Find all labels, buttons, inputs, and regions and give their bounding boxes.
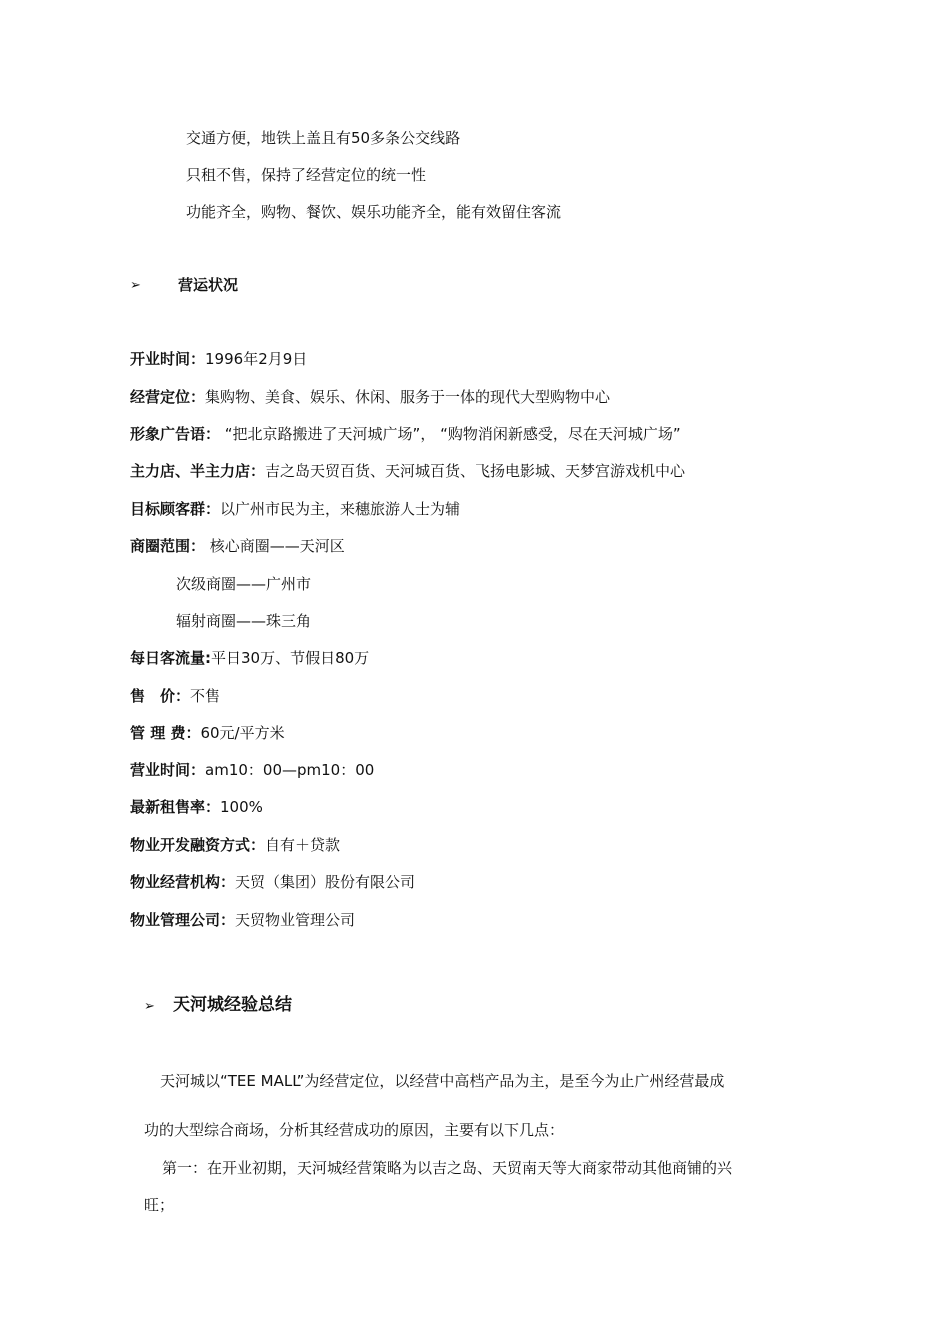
paragraph-line: 第一：在开业初期，天河城经营策略为以吉之岛、天贸南天等大商家带动其他商铺的兴 xyxy=(162,1159,733,1177)
fact-label: 售 价： xyxy=(130,687,191,705)
fact-label: 主力店、半主力店： xyxy=(130,462,266,480)
fact-label: 形象广告语： xyxy=(130,425,221,443)
section-heading-operations: 营运状况 xyxy=(178,276,239,294)
fact-label: 营业时间： xyxy=(130,761,206,779)
fact-label: 目标顾客群： xyxy=(130,500,221,518)
fact-row xyxy=(130,424,681,444)
paragraph-line: 天河城以“TEE MALL”为经营定位，以经营中高档产品为主，是至今为止广州经营最成 xyxy=(160,1072,725,1090)
fact-value: 不售 xyxy=(190,687,221,705)
fact-label: 商圈范围： xyxy=(130,537,206,555)
fact-row xyxy=(176,611,311,631)
fact-label: 物业开发融资方式： xyxy=(130,836,266,854)
fact-row xyxy=(130,461,685,481)
fact-label: 最新租售率： xyxy=(130,798,221,816)
bullet-arrow-icon: ➢ xyxy=(130,278,141,293)
fact-value: 天贸（集团）股份有限公司 xyxy=(235,873,416,891)
paragraph-line: 旺； xyxy=(144,1196,175,1214)
fact-label: 管 理 费： xyxy=(130,724,201,742)
fact-value: 1996年2月9日 xyxy=(205,350,308,368)
fact-label: 物业经营机构： xyxy=(130,873,236,891)
fact-row xyxy=(130,499,460,519)
fact-value: 天贸物业管理公司 xyxy=(235,911,356,929)
fact-label: 经营定位： xyxy=(130,388,206,406)
fact-row xyxy=(130,872,415,892)
fact-label: 开业时间： xyxy=(130,350,206,368)
fact-row xyxy=(130,723,285,743)
fact-value: 吉之岛天贸百货、天河城百货、飞扬电影城、天梦宫游戏机中心 xyxy=(265,462,686,480)
fact-row xyxy=(176,574,311,594)
fact-row xyxy=(130,387,610,407)
fact-value: 60元/平方米 xyxy=(200,724,285,742)
paragraph-line: 功的大型综合商场，分析其经营成功的原因，主要有以下几点： xyxy=(144,1121,565,1139)
fact-value: “把北京路搬进了天河城广场”， “购物消闲新感受，尽在天河城广场” xyxy=(220,425,681,443)
fact-value: 平日30万、节假日80万 xyxy=(211,649,370,667)
fact-label: 每日客流量: xyxy=(130,649,211,667)
intro-point: 只租不售，保持了经营定位的统一性 xyxy=(186,166,427,184)
fact-value: 核心商圈——天河区 xyxy=(205,537,345,555)
fact-value: 自有＋贷款 xyxy=(265,836,341,854)
fact-value: 次级商圈——广州市 xyxy=(176,575,312,593)
bullet-arrow-icon: ➢ xyxy=(144,999,155,1014)
fact-row xyxy=(130,797,263,817)
fact-value: 100% xyxy=(220,798,263,816)
fact-row xyxy=(130,536,345,556)
fact-label: 物业管理公司： xyxy=(130,911,236,929)
fact-row xyxy=(130,760,374,780)
fact-row xyxy=(130,835,340,855)
fact-value: 辐射商圈——珠三角 xyxy=(176,612,312,630)
intro-point: 功能齐全，购物、餐饮、娱乐功能齐全，能有效留住客流 xyxy=(186,203,562,221)
fact-value: 以广州市民为主，来穗旅游人士为辅 xyxy=(220,500,461,518)
intro-point: 交通方便，地铁上盖且有50多条公交线路 xyxy=(186,129,461,147)
fact-row xyxy=(130,686,220,706)
fact-value: 集购物、美食、娱乐、休闲、服务于一体的现代大型购物中心 xyxy=(205,388,611,406)
fact-row xyxy=(130,349,307,369)
fact-value: am10：00—pm10：00 xyxy=(205,761,375,779)
section-heading-summary: 天河城经验总结 xyxy=(173,995,292,1015)
fact-row xyxy=(130,910,355,930)
fact-row xyxy=(130,648,369,668)
